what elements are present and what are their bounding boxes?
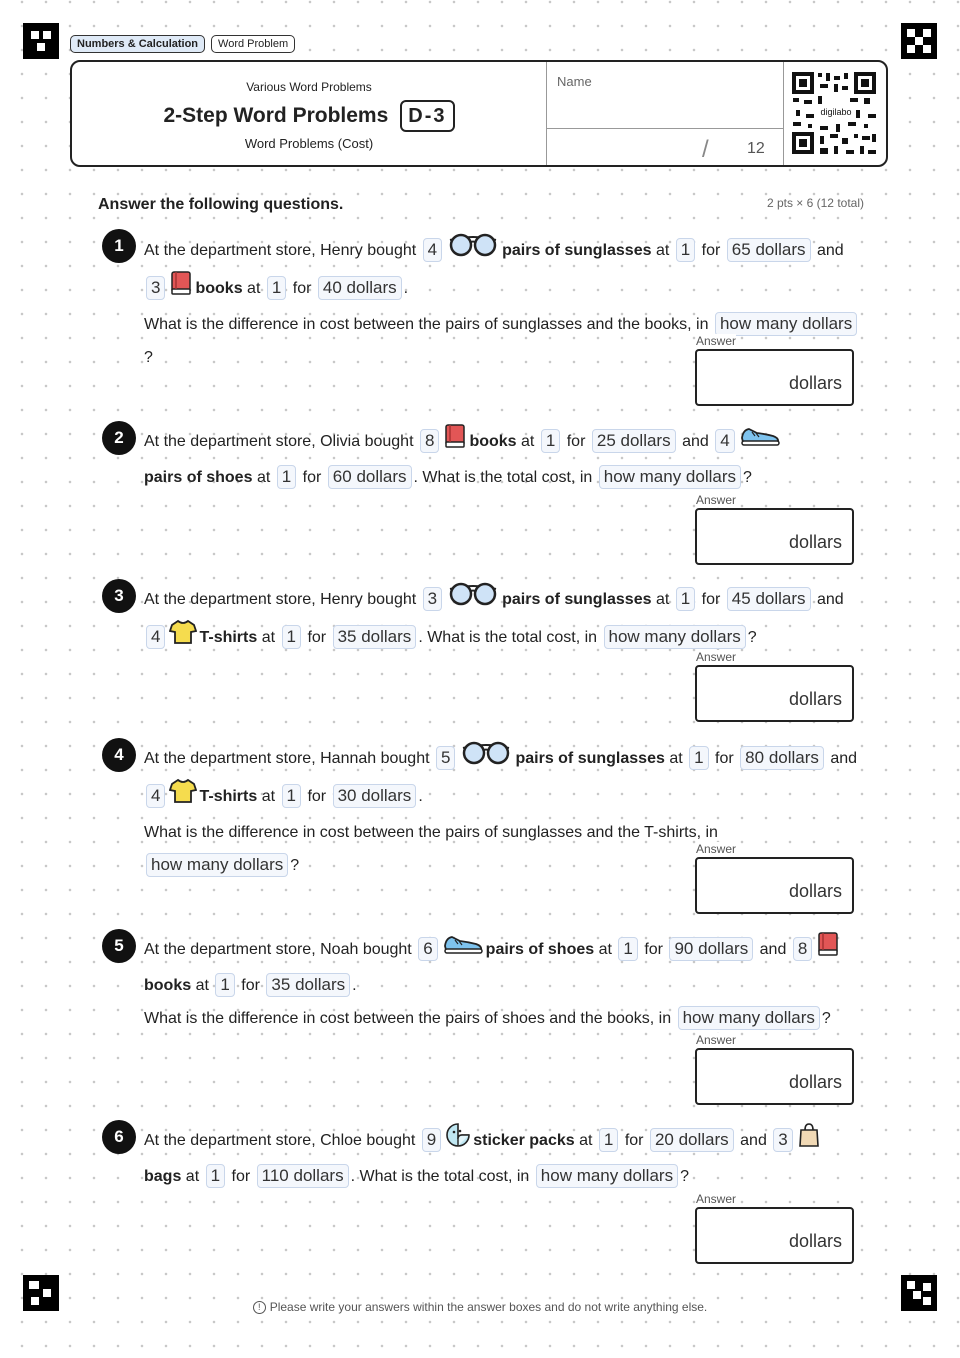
item-name: pairs of sunglasses: [515, 750, 665, 768]
answer-label: Answer: [696, 1192, 737, 1206]
item-name: books: [144, 977, 192, 994]
book-icon: [816, 931, 840, 969]
name-field[interactable]: [546, 62, 784, 165]
item-name: pairs of sunglasses: [502, 242, 652, 260]
at-text: at: [185, 1168, 200, 1185]
intro-text: At the department store,: [144, 242, 316, 260]
price-box-value: 25: [596, 431, 616, 451]
at-text: at: [261, 629, 276, 647]
sunglasses-icon: [446, 232, 500, 270]
answer-box[interactable]: [695, 349, 854, 406]
person-name: Chloe: [320, 1132, 362, 1150]
unit-box: [267, 276, 286, 300]
question-number: 4: [102, 738, 136, 772]
person-name: Henry: [320, 242, 363, 260]
at-text: at: [195, 977, 209, 994]
info-icon: !: [253, 1301, 266, 1314]
price-unit: dollars: [698, 939, 749, 959]
ask-box-value: how many dollars: [608, 627, 741, 647]
quantity-box-value: 3: [427, 589, 438, 609]
ask-box: [715, 312, 857, 336]
score-total: 12: [747, 140, 765, 157]
person-name: Olivia: [320, 433, 361, 451]
answer-unit: dollars: [788, 532, 842, 552]
bought-text: bought: [362, 941, 412, 959]
tshirt-icon: [169, 778, 197, 816]
corner-marker-top-left: [23, 23, 59, 59]
item-name: books: [469, 433, 517, 451]
item-name: T-shirts: [199, 629, 258, 647]
price-unit: dollars: [356, 467, 407, 486]
ask-box-value: how many dollars: [719, 314, 853, 333]
answer-unit: dollars: [788, 373, 842, 393]
unit-box: [282, 625, 301, 649]
question-text: At the department store, Henry bought 4 pairs of sunglasses at 1 for 65 dollars and 3 books at 1 for 40 dollars . What is the difference in cost between the pairs of sunglasses and the books, in how many dollars?: [144, 232, 860, 374]
item-name: pairs of shoes: [485, 941, 595, 959]
at-text: at: [655, 242, 670, 260]
and-text: and: [830, 750, 858, 768]
shoe-icon: [442, 932, 484, 968]
quantity-box-value: 4: [720, 431, 730, 451]
answer-unit: dollars: [788, 689, 842, 709]
unit-box-value: 1: [286, 627, 296, 647]
bought-text: bought: [380, 750, 430, 768]
at-text: at: [521, 433, 535, 451]
answer-box[interactable]: [695, 857, 854, 914]
quantity-box: [146, 625, 165, 649]
for-text: for: [701, 242, 721, 260]
at-text: at: [247, 280, 261, 298]
answer-label: Answer: [696, 334, 737, 348]
quantity-box-value: 4: [151, 627, 161, 647]
quantity-box: [436, 746, 455, 770]
price-unit: dollars: [755, 240, 806, 260]
bought-text: bought: [367, 591, 417, 609]
instructions: Answer the following questions.: [98, 196, 344, 213]
question-sentence: What is the difference in cost between the pairs of sunglasses and the books, in: [144, 316, 709, 333]
tag-word-problem: Word Problem: [211, 35, 295, 53]
quantity-box: [422, 1128, 441, 1152]
unit-box: [541, 429, 560, 453]
unit-box: [282, 784, 301, 808]
intro-text: At the department store,: [144, 941, 316, 959]
unit-box: [689, 746, 708, 770]
quantity-box-value: 8: [424, 431, 435, 451]
answer-unit: dollars: [788, 1072, 842, 1092]
price-box: [592, 429, 676, 453]
at-text: at: [256, 469, 271, 486]
price-box: [727, 238, 811, 262]
and-text: and: [759, 941, 787, 959]
price-unit: dollars: [346, 278, 397, 298]
worksheet-title-row: [72, 100, 546, 132]
sticker-icon: [445, 1122, 471, 1160]
unit-box: [277, 465, 296, 489]
price-unit: dollars: [678, 1130, 729, 1150]
worksheet-title: 2-Step Word Problems: [163, 104, 389, 127]
item-name: books: [195, 280, 243, 298]
quantity-box-value: 8: [797, 939, 808, 959]
price-box: [727, 587, 811, 611]
intro-text: At the department store,: [144, 591, 316, 609]
quantity-box: [420, 429, 439, 453]
quantity-box: [146, 784, 165, 808]
unit-box: [618, 937, 637, 961]
for-text: for: [701, 591, 721, 609]
intro-text: At the department store,: [144, 433, 316, 451]
for-text: for: [566, 433, 586, 451]
question-number: 5: [102, 929, 136, 963]
question-text: At the department store, Olivia bought 8 books at 1 for 25 dollars and 4pairs of shoes at 1 for 60 dollars . What is the total cost, in how many dollars ?: [144, 423, 860, 494]
at-text: at: [579, 1132, 593, 1150]
price-box-value: 110: [261, 1166, 289, 1185]
unit-box-value: 1: [545, 431, 556, 451]
question-number: 2: [102, 421, 136, 455]
answer-unit: dollars: [788, 1231, 842, 1251]
price-unit: dollars: [755, 589, 806, 609]
bought-text: bought: [366, 1132, 416, 1150]
question-sentence: What is the total cost, in: [422, 469, 593, 486]
unit-box: [599, 1128, 618, 1152]
at-text: at: [598, 941, 612, 959]
tag-list: [70, 35, 295, 53]
for-text: for: [302, 469, 322, 486]
quantity-box: [418, 937, 437, 961]
question-text: At the department store, Chloe bought 9 sticker packs at 1 for 20 dollars and 3bags at 1 for 110 dollars . What is the total cost, in how many dollars ?: [144, 1122, 860, 1193]
price-unit: dollars: [620, 431, 671, 451]
price-box-value: 35: [337, 627, 357, 647]
item-name: T-shirts: [199, 788, 258, 806]
unit-box-value: 1: [603, 1130, 614, 1150]
question-number: 3: [102, 579, 136, 613]
score-slash: /: [702, 136, 709, 163]
price-box: [318, 276, 402, 300]
quantity-box: [793, 937, 812, 961]
worksheet-header: [70, 60, 888, 167]
title-block: [72, 62, 546, 165]
question-sentence: What is the difference in cost between the pairs of shoes and the books, in: [144, 1010, 672, 1027]
bought-text: bought: [364, 433, 414, 451]
ask-box: [536, 1164, 678, 1188]
unit-box: [676, 587, 695, 611]
ask-box-value: how many dollars: [603, 467, 737, 486]
quantity-box: [146, 276, 165, 300]
price-unit: dollars: [768, 748, 819, 768]
book-icon: [443, 423, 467, 461]
corner-marker-top-right: [901, 23, 937, 59]
answer-unit: dollars: [788, 881, 842, 901]
tag-numbers-calculation: Numbers & Calculation: [70, 35, 205, 53]
price-box: [257, 1164, 349, 1188]
price-box: [740, 746, 824, 770]
price-box-value: 20: [654, 1130, 674, 1150]
for-text: for: [644, 941, 663, 959]
item-name: pairs of sunglasses: [502, 591, 652, 609]
unit-box-value: 1: [210, 1166, 221, 1185]
price-unit: dollars: [295, 975, 346, 994]
ask-box-value: how many dollars: [540, 1166, 674, 1185]
worksheet-code: D-3: [400, 100, 454, 132]
ask-box-value: how many dollars: [682, 1008, 815, 1027]
and-text: and: [817, 591, 844, 609]
answer-label: Answer: [696, 1033, 737, 1047]
tshirt-icon: [169, 619, 197, 657]
person-name: Henry: [320, 591, 363, 609]
price-box-value: 35: [271, 975, 291, 994]
unit-box-value: 1: [623, 939, 633, 959]
price-unit: dollars: [361, 627, 412, 647]
worksheet-caption: Word Problems (Cost): [244, 136, 374, 151]
for-text: for: [715, 750, 734, 768]
quantity-box-value: 3: [778, 1130, 788, 1150]
points-info: 2 pts × 6 (12 total): [766, 196, 864, 210]
quantity-box: [715, 429, 734, 453]
at-text: at: [655, 591, 670, 609]
ask-box-value: how many dollars: [151, 855, 284, 874]
and-text: and: [817, 242, 844, 260]
answer-box[interactable]: [695, 1207, 854, 1264]
question-number: 6: [102, 1120, 136, 1154]
qr-code-icon: [790, 70, 880, 158]
answer-label: Answer: [696, 842, 737, 856]
at-text: at: [669, 750, 683, 768]
answer-box[interactable]: [695, 508, 854, 565]
score-field[interactable]: [547, 128, 783, 165]
quantity-box-value: 6: [423, 939, 433, 959]
unit-box-value: 1: [271, 278, 282, 298]
price-unit: dollars: [361, 786, 412, 806]
for-text: for: [241, 977, 260, 994]
unit-box-value: 1: [220, 975, 230, 994]
price-box-value: 30: [337, 786, 357, 806]
answer-label: Answer: [696, 493, 737, 507]
ask-box: [146, 853, 288, 877]
question-sentence: What is the total cost, in: [427, 629, 598, 647]
sunglasses-icon: [446, 581, 500, 619]
answer-box[interactable]: [695, 1048, 854, 1105]
price-box-value: 60: [332, 467, 352, 486]
price-box-value: 65: [731, 240, 751, 260]
price-unit: dollars: [293, 1166, 344, 1185]
ask-box: [599, 465, 741, 489]
quantity-box: [423, 238, 442, 262]
unit-box: [676, 238, 695, 262]
unit-box: [206, 1164, 225, 1188]
price-box: [650, 1128, 734, 1152]
question-sentence: What is the total cost, in: [359, 1168, 530, 1185]
quantity-box: [773, 1128, 792, 1152]
price-box: [328, 465, 412, 489]
price-box: [333, 625, 417, 649]
item-name: bags: [144, 1168, 182, 1185]
question-number: 1: [102, 229, 136, 263]
unit-box-value: 1: [281, 467, 292, 486]
for-text: for: [231, 1168, 251, 1185]
worksheet-subtitle: Various Word Problems: [246, 80, 372, 94]
ask-box: [678, 1006, 820, 1030]
quantity-box-value: 9: [426, 1130, 437, 1150]
and-text: and: [682, 433, 709, 451]
sunglasses-icon: [459, 740, 513, 778]
for-text: for: [292, 280, 312, 298]
unit-box-value: 1: [694, 748, 704, 768]
and-text: and: [740, 1132, 767, 1150]
quantity-box-value: 4: [427, 240, 438, 260]
price-box: [333, 784, 417, 808]
intro-text: At the department store,: [144, 750, 316, 768]
price-box-value: 45: [731, 589, 751, 609]
shoe-icon: [739, 424, 781, 460]
answer-label: Answer: [696, 650, 737, 664]
quantity-box-value: 4: [151, 786, 161, 806]
for-text: for: [307, 629, 327, 647]
question-text: At the department store, Hannah bought 5 pairs of sunglasses at 1 for 80 dollars and 4 T-shirts at 1 for 30 dollars . What is the difference in cost between the pairs of sunglasses and the T-shirts, in how many dollars ?: [144, 740, 860, 882]
person-name: Noah: [320, 941, 359, 959]
ask-box: [604, 625, 746, 649]
quantity-box-value: 3: [151, 278, 161, 298]
name-label: Name: [557, 74, 592, 89]
for-text: for: [307, 788, 327, 806]
unit-box-value: 1: [286, 786, 296, 806]
question-sentence: What is the difference in cost between the pairs of sunglasses and the T-shirts, in: [144, 824, 718, 841]
price-box: [669, 937, 753, 961]
for-text: for: [624, 1132, 644, 1150]
price-box: [266, 973, 350, 997]
unit-box: [215, 973, 234, 997]
quantity-box-value: 5: [441, 748, 451, 768]
question-text: At the department store, Henry bought 3 pairs of sunglasses at 1 for 45 dollars and 4 T-shirts at 1 for 35 dollars . What is the total cost, in how many dollars ?: [144, 581, 860, 657]
question-text: At the department store, Noah bought 6 pairs of shoes at 1 for 90 dollars and 8books at 1 for 35 dollars . What is the difference in cost between the pairs of shoes and the books, in how many dollars ?: [144, 931, 860, 1035]
item-name: pairs of shoes: [144, 469, 253, 486]
item-name: sticker packs: [473, 1132, 575, 1150]
quantity-box: [423, 587, 442, 611]
person-name: Hannah: [320, 750, 377, 768]
bag-icon: [797, 1122, 821, 1160]
footer-note: [0, 1300, 960, 1314]
price-box-value: 90: [674, 939, 694, 959]
at-text: at: [261, 788, 276, 806]
book-icon: [169, 270, 193, 308]
intro-text: At the department store,: [144, 1132, 316, 1150]
answer-box[interactable]: [695, 665, 854, 722]
qr-label: digilabo: [820, 107, 852, 117]
price-box-value: 80: [745, 748, 765, 768]
bought-text: bought: [367, 242, 417, 260]
unit-box-value: 1: [680, 589, 691, 609]
unit-box-value: 1: [680, 240, 691, 260]
footer-text: Please write your answers within the answer boxes and do not write anything else.: [269, 1300, 708, 1314]
price-box-value: 40: [322, 278, 342, 298]
